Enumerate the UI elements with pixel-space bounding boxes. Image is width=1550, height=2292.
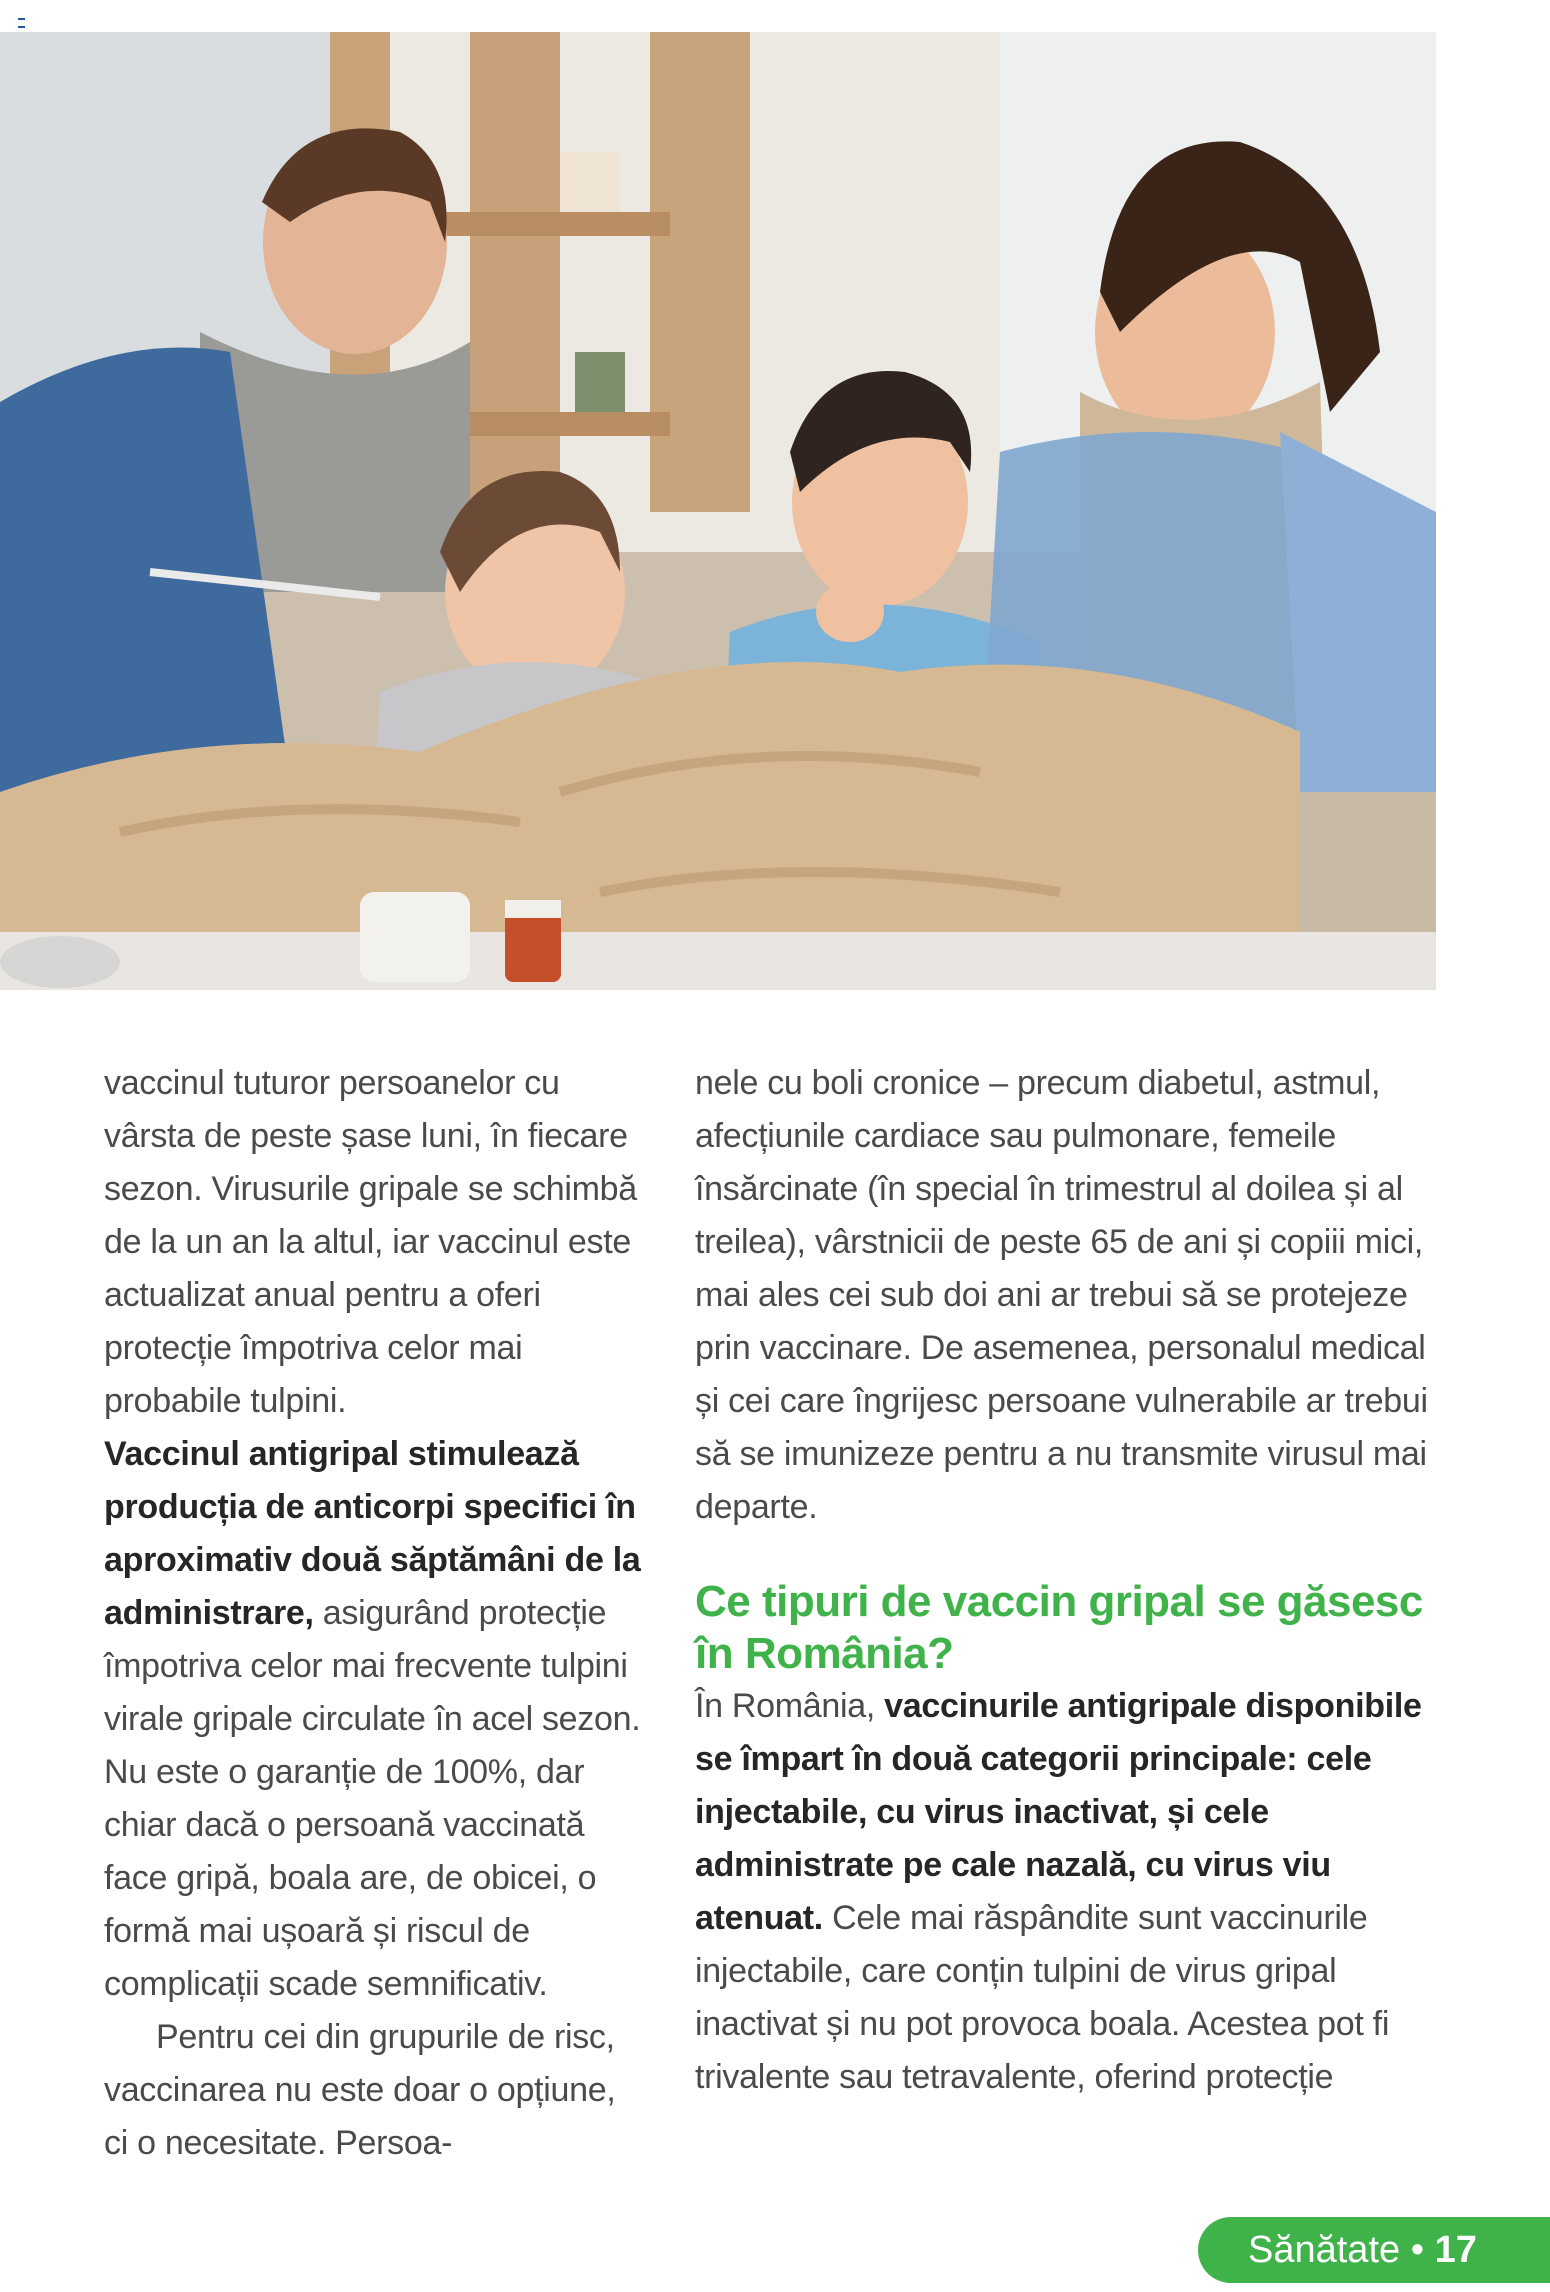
section-heading: Ce tipuri de vaccin gripal se găsesc în România? — [695, 1577, 1423, 1678]
left-paragraph-1: vaccinul tuturor persoanelor cu vârsta de peste șase luni, în fiecare sezon. Virusurile gripale se schimbă de la un an la altul, iar vaccinul este actualizat anual pentru a oferi protecție împotriva celor mai probabile tulpini. — [104, 1064, 637, 1420]
family-photo-illustration — [0, 32, 1436, 990]
section-name: Sănătate — [1248, 2229, 1401, 2271]
left-paragraph-2 — [104, 1428, 644, 2011]
right-column — [695, 1057, 1455, 2104]
family-photo — [0, 32, 1436, 990]
corner-mark — [18, 18, 25, 28]
right-paragraph-1: nele cu boli cronice – precum diabetul, astmul, afecțiunile cardiace sau pulmonare, femeile însărcinate (în special în trimestrul al doilea și al treilea), vârstnicii de peste 65 de ani și copiii mici, mai ales cei sub doi ani ar trebui să se protejeze prin vaccinare. De asemenea, personalul medical și cei care îngrijesc persoane vulnerabile ar trebui să se imunizeze pentru a nu transmite virusul mai departe. — [695, 1064, 1428, 1526]
right-paragraph-2 — [695, 1680, 1455, 2104]
page-footer-badge — [1198, 2217, 1550, 2283]
left-column — [104, 1057, 644, 2170]
footer-separator: • — [1400, 2229, 1435, 2271]
right-paragraph-2-bold: vaccinurile antigripale disponibile se împart în două categorii principale: cele injectabile, cu virus inactivat, și cele administrate pe cale nazală, cu virus viu atenuat. — [695, 1687, 1422, 1937]
left-paragraph-2-bold: Vaccinul antigripal stimulează producția de anticorpi specifici în aproximativ două săptămâni de la administrare, — [104, 1435, 641, 1632]
right-paragraph-2-lead: În România, — [695, 1687, 885, 1725]
page-number: 17 — [1434, 2229, 1477, 2271]
left-paragraph-3: Pentru cei din grupurile de risc, vaccinarea nu este doar o opțiune, ci o necesitate. Persoa- — [104, 2018, 616, 2162]
right-paragraph-2-rest: Cele mai răspândite sunt vaccinurile injectabile, care conțin tulpini de virus gripal inactivat și nu pot provoca boala. Acestea pot fi trivalente sau tetravalente, oferind protecție — [695, 1899, 1390, 2096]
left-paragraph-2-rest: asigurând protecție împotriva celor mai frecvente tulpini virale gripale circulate în acel sezon. Nu este o garanție de 100%, dar chiar dacă o persoană vaccinată face gripă, boala are, de obicei, o formă mai ușoară și riscul de complicații scade semnificativ. — [104, 1594, 641, 2003]
